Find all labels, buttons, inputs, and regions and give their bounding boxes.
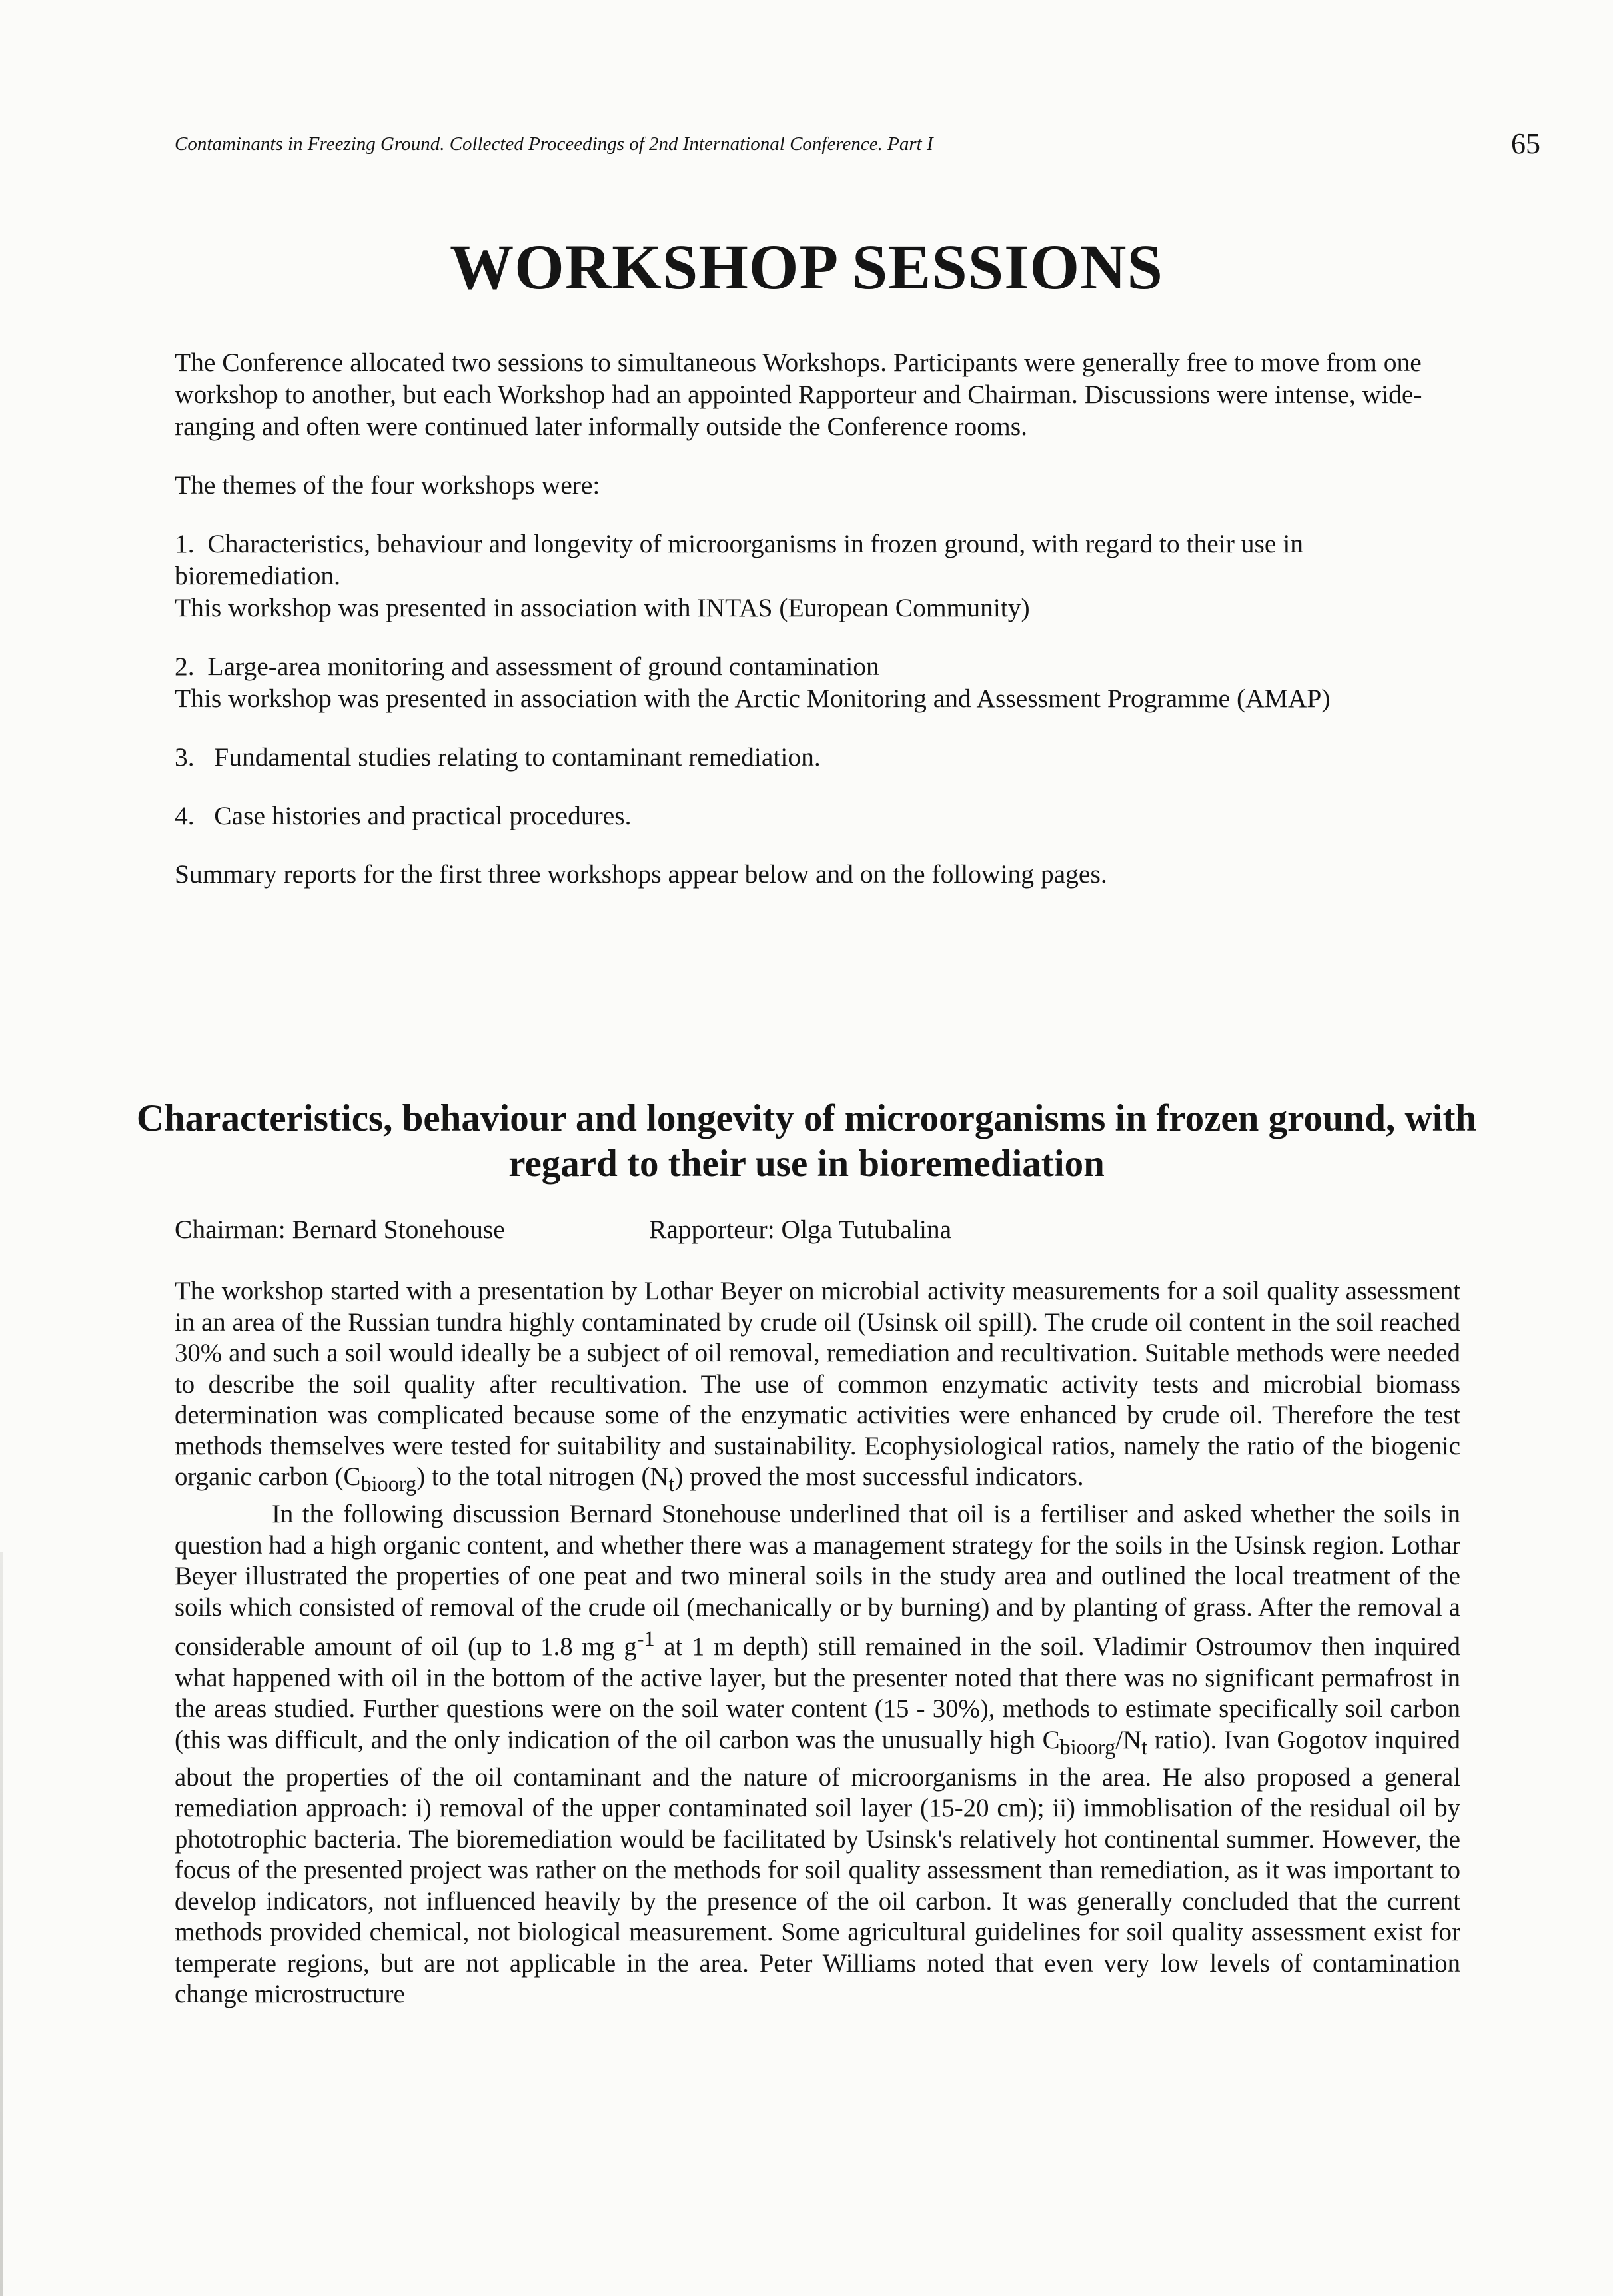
section-title: Characteristics, behaviour and longevity of microorganisms in frozen ground, with regard to their use in bioremediation [136,1097,1477,1185]
theme-title: Characteristics, behaviour and longevity of microorganisms in frozen ground, with regard to their use in bioremediation. [175,529,1304,590]
theme-title: Case histories and practical procedures. [214,801,632,830]
scan-edge-shadow [0,1552,3,2296]
intro-paragraph: The Conference allocated two sessions to simultaneous Workshops. Participants were generally free to move from one workshop to another, but each Workshop had an appointed Rapporteur and Chairman. Discussions were intense, wide-ranging and often were continued later informally outside the Conference rooms. [175,348,1422,441]
theme-item-4 [175,800,1460,832]
report-paragraph-1: The workshop started with a presentation by Lothar Beyer on microbial activity measurements for a soil quality assessment in an area of the Russian tundra highly contaminated by crude oil (Usinsk oil spill). The crude oil content in the soil reached 30% and such a soil would ideally be a subject of oil removal, remediation and recultivation. Suitable methods were needed to describe the soil quality after recultivation. The use of common enzymatic activity tests and microbial biomass determination was complicated because some of the enzymatic activities were enhanced by crude oil. Therefore the test methods themselves were tested for suitability and sustainability. Ecophysiological ratios, namely the ratio of the biogenic organic carbon $(C_{bioorg})$ to the total nitrogen $(N_t)$ proved the most successful indicators. [175,1277,1460,1496]
page-number: 65 [1511,127,1540,160]
themes-lead: The themes of the four workshops were: [175,470,600,500]
workshop-report [175,1276,1460,2010]
theme-item-3 [175,741,1460,773]
theme-number: 3. [175,742,195,772]
theme-note: This workshop was presented in association with INTAS (European Community) [175,593,1030,622]
subscript-t: t [1141,1734,1148,1759]
theme-number: 4. [175,801,195,830]
summary-note: Summary reports for the first three workshops appear below and on the following pages. [175,860,1107,889]
theme-number: 2. [175,652,195,681]
theme-title: Fundamental studies relating to contaminant remediation. [214,742,821,772]
workshop-officers [175,1214,1460,1245]
subscript-t: t [668,1471,675,1496]
theme-number: 1. [175,529,195,558]
subscript-bioorg: bioorg [360,1471,417,1496]
theme-note: This workshop was presented in association with the Arctic Monitoring and Assessment Programme (AMAP) [175,684,1331,713]
running-head: Contaminants in Freezing Ground. Collected Proceedings of 2nd International Conference. Part I [175,133,933,155]
theme-item-1 [175,528,1460,624]
theme-title: Large-area monitoring and assessment of ground contamination [207,652,879,681]
chairman: Chairman: Bernard Stonehouse [175,1215,505,1244]
intro-section [175,346,1460,917]
rapporteur: Rapporteur: Olga Tutubalina [649,1215,952,1244]
page-title: WORKSHOP SESSIONS [450,231,1163,302]
subscript-bioorg: bioorg [1059,1734,1116,1759]
theme-item-2 [175,650,1460,714]
report-paragraph-2: In the following discussion Bernard Stonehouse underlined that oil is a fertiliser and asked whether the soils in question had a high organic content, and whether there was a management strategy for the soils in the Usinsk region. Lothar Beyer illustrated the properties of one peat and two mineral soils in the study area and outlined the local treatment of the soils which consisted of removal of the crude oil (mechanically or by burning) and by planting of grass. After the removal a considerable amount of oil (up to 1.8 mg $g^{-1}$ at 1 m depth) still remained in the soil. Vladimir Ostroumov then inquired what happened with oil in the bottom of the active layer, but the presenter noted that there was no significant permafrost in the areas studied. Further questions were on the soil water content (15 - 30%), methods to estimate specifically soil carbon (this was difficult, and the only indication of the oil carbon was the unusually high $C_{bioorg}/N_t$ ratio). Ivan Gogotov inquired about the properties of the oil contaminant and the nature of microorganisms in the area. He also proposed a general remediation approach: i) removal of the upper contaminated soil layer (15-20 cm); ii) immoblisation of the residual oil by phototrophic bacteria. The bioremediation would be facilitated by Usinsk's relatively hot continental summer. However, the focus of the presented project was rather on the methods for soil quality assessment than remediation, as it was important to develop indicators, not influenced heavily by the presence of the oil carbon. It was generally concluded that the current methods provided chemical, not biological measurement. Some agricultural guidelines for soil quality assessment exist for temperate regions, but are not applicable in the area. Peter Williams noted that even very low levels of contamination change microstructure [175,1500,1460,2009]
superscript-minus-one: -1 [636,1626,655,1651]
